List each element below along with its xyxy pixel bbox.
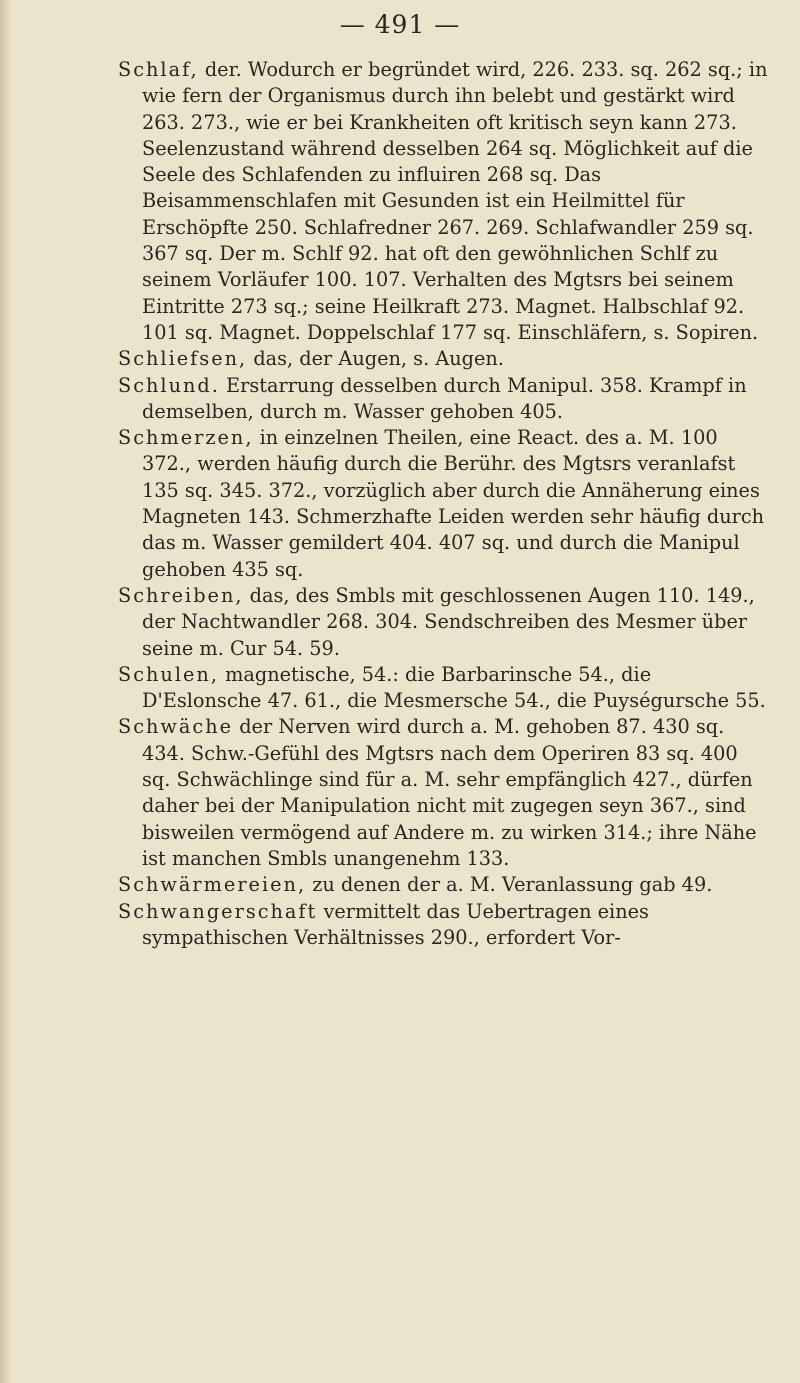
entry-headword: Schwärmereien, — [118, 873, 307, 897]
entry-text: das, des Smbls mit geschlossenen Augen 110. 149., der Nachtwandler 268. 304. Sendschreiben des Mesmer über seine m. Cur 54. 59. — [142, 583, 755, 660]
entry-headword: Schlaf, — [118, 58, 199, 81]
index-entry — [118, 662, 770, 715]
entry-headword: Schulen, — [118, 662, 219, 686]
index-entry — [118, 346, 770, 372]
entry-text: das, der Augen, s. Augen. — [253, 347, 504, 371]
page-edge-shadow — [0, 0, 12, 1383]
page-number: — 491 — — [339, 10, 461, 39]
entry-headword: Schwäche — [118, 715, 234, 739]
index-entry — [118, 373, 770, 426]
index-entry — [118, 899, 770, 952]
entry-headword: Schlund. — [118, 373, 220, 397]
index-entry — [118, 57, 770, 346]
entry-text: vermittelt das Uebertragen eines sympathischen Verhältnisses 290., erfordert Vor- — [142, 899, 649, 949]
entry-text: der Nerven wird durch a. M. gehoben 87. 430 sq. 434. Schw.-Gefühl des Mgtsrs nach dem Operiren 83 sq. 400 sq. Schwächlinge sind für a. M. sehr empfänglich 427., dürfen daher bei der Manipulation nicht mit zugegen seyn 367., sind bisweilen vermögend auf Andere m. zu wirken 314.; ihre Nähe ist manchen Smbls unangenehm 133. — [142, 715, 757, 870]
index-entry — [118, 872, 770, 898]
index-text — [118, 57, 770, 951]
entry-text: Erstarrung desselben durch Manipul. 358. Krampf in demselben, durch m. Wasser gehoben 405. — [142, 373, 747, 423]
entry-text: in einzelnen Theilen, eine React. des a. M. 100 372., werden häufig durch die Berühr. des Mgtsrs veranlafst 135 sq. 345. 372., vorzüglich aber durch die Annäherung eines Magneten 143. Schmerzhafte Leiden werden sehr häufig durch das m. Wasser gemildert 404. 407 sq. und durch die Manipul gehoben 435 sq. — [142, 426, 765, 581]
entry-headword: Schreiben, — [118, 583, 244, 607]
entry-text: zu denen der a. M. Veranlassung gab 49. — [312, 873, 713, 897]
entry-text: der. Wodurch er begründet wird, 226. 233. sq. 262 sq.; in wie fern der Organismus durch ihn belebt und gestärkt wird 263. 273., wie er bei Krankheiten oft kritisch seyn kann 273. Seelenzustand während desselben 264 sq. Möglichkeit auf die Seele des Schlafenden zu influiren 268 sq. Das Beisammenschlafen mit Gesunden ist ein Heilmittel für Erschöpfte 250. Schlafredner 267. 269. Schlafwandler 259 sq. 367 sq. Der m. Schlf 92. hat oft den gewöhnlichen Schlf zu seinem Vorläufer 100. 107. Verhalten des Mgtsrs bei seinem Eintritte 273 sq.; seine Heilkraft 273. Magnet. Halbschlaf 92. 101 sq. Magnet. Doppelschlaf 177 sq. Einschläfern, s. Sopiren. — [142, 58, 768, 344]
entry-headword: Schwangerschaft — [118, 899, 318, 923]
entry-headword: Schmerzen, — [118, 426, 254, 450]
index-entry — [118, 714, 770, 872]
entry-text: magnetische, 54.: die Barbarinsche 54., die D'Eslonsche 47. 61., die Mesmersche 54., die Puységursche 55. — [142, 662, 766, 713]
index-entry — [118, 583, 770, 662]
index-entry — [118, 425, 770, 583]
entry-headword: Schliefsen, — [118, 347, 248, 371]
